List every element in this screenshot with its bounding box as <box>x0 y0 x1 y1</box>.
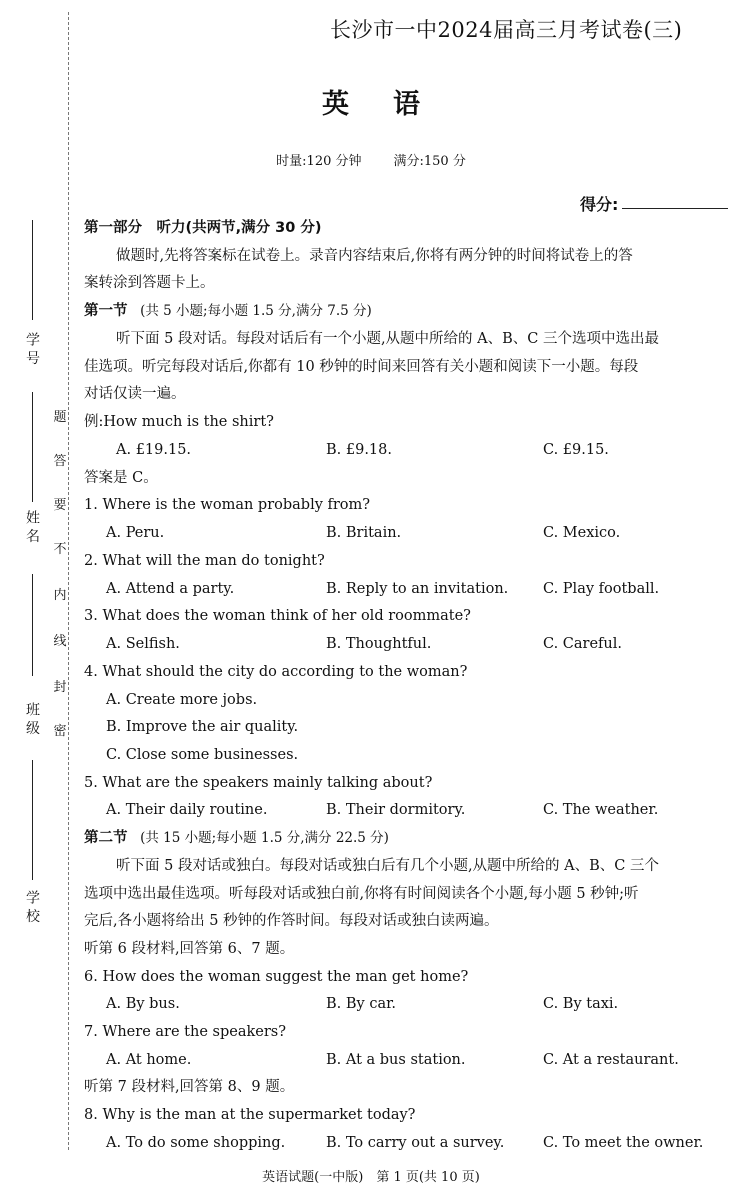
seal-char: 题 <box>53 410 67 425</box>
seal-char: 内 <box>53 588 67 603</box>
example-question: 例:How much is the shirt? <box>84 414 274 430</box>
question-5: 5. What are the speakers mainly talking about? <box>84 775 433 791</box>
score-label: 得分: <box>580 195 619 214</box>
binding-margin <box>0 0 80 1196</box>
q8-option-c[interactable]: C. To meet the owner. <box>543 1135 704 1151</box>
part1-intro-line: 案转涂到答题卡上。 <box>84 275 215 291</box>
section2-title: 第二节 <box>84 830 128 846</box>
seal-char: 要 <box>53 498 67 513</box>
time-limit: 时量:120 分钟 <box>276 154 362 169</box>
section2-header <box>84 828 389 848</box>
section2-intro-line: 选项中选出最佳选项。听每段对话或独白前,你将有时间阅读各个小题,每小题 5 秒钟;听 <box>84 886 639 902</box>
seal-char: 不 <box>53 542 67 557</box>
q7-option-b[interactable]: B. At a bus station. <box>326 1052 466 1068</box>
section1-intro-line: 听下面 5 段对话。每段对话后有一个小题,从题中所给的 A、B、C 三个选项中选出最 <box>116 331 659 347</box>
q5-option-b[interactable]: B. Their dormitory. <box>326 802 466 818</box>
question-1: 1. Where is the woman probably from? <box>84 497 371 513</box>
seal-char: 线 <box>53 634 67 649</box>
section1-intro-line: 佳选项。听完每段对话后,你都有 10 秒钟的时间来回答有关小题和阅读下一小题。每段 <box>84 359 639 375</box>
q2-option-b[interactable]: B. Reply to an invitation. <box>326 581 509 597</box>
seal-warning <box>50 400 70 760</box>
q6-option-a[interactable]: A. By bus. <box>106 996 180 1012</box>
part1-intro-line: 做题时,先将答案标在试卷上。录音内容结束后,你将有两分钟的时间将试卷上的答 <box>116 248 633 264</box>
subject-char: 语 <box>393 89 420 120</box>
q5-option-c[interactable]: C. The weather. <box>543 802 659 818</box>
subject-char: 英 <box>322 89 349 120</box>
section1-header <box>84 301 372 321</box>
question-2: 2. What will the man do tonight? <box>84 553 325 569</box>
example-option-b: B. £9.18. <box>326 442 392 458</box>
q4-option-b[interactable]: B. Improve the air quality. <box>106 719 299 735</box>
q1-option-a[interactable]: A. Peru. <box>106 525 165 541</box>
q5-option-a[interactable]: A. Their daily routine. <box>106 802 268 818</box>
seal-char: 密 <box>53 724 67 739</box>
seal-char: 封 <box>53 680 67 695</box>
section1-title: 第一节 <box>84 303 128 319</box>
full-score: 满分:150 分 <box>393 154 466 169</box>
material-7-instruction: 听第 7 段材料,回答第 8、9 题。 <box>84 1079 295 1095</box>
section2-intro-line: 完后,各小题将给出 5 秒钟的作答时间。每段对话或独白读两遍。 <box>84 913 499 929</box>
student-no-line <box>32 220 33 320</box>
class-line <box>32 574 33 676</box>
q8-option-a[interactable]: A. To do some shopping. <box>106 1135 286 1151</box>
subject-title <box>0 82 742 121</box>
q7-option-c[interactable]: C. At a restaurant. <box>543 1052 679 1068</box>
q8-option-b[interactable]: B. To carry out a survey. <box>326 1135 505 1151</box>
score-blank[interactable] <box>622 208 728 209</box>
q1-option-c[interactable]: C. Mexico. <box>543 525 621 541</box>
page-footer: 英语试题(一中版) 第 1 页(共 10 页) <box>262 1170 480 1185</box>
example-option-c: C. £9.15. <box>543 442 609 458</box>
exam-title: 长沙市一中2024届高三月考试卷(三) <box>330 18 683 42</box>
example-answer: 答案是 C。 <box>84 470 158 486</box>
section1-intro-line: 对话仅读一遍。 <box>84 386 186 402</box>
part1-title: 第一部分 听力(共两节,满分 30 分) <box>84 220 322 236</box>
section1-note: (共 5 小题;每小题 1.5 分,满分 7.5 分) <box>140 303 372 319</box>
question-7: 7. Where are the speakers? <box>84 1024 286 1040</box>
q2-option-c[interactable]: C. Play football. <box>543 581 660 597</box>
q2-option-a[interactable]: A. Attend a party. <box>106 581 235 597</box>
example-option-a: A. £19.15. <box>116 442 192 458</box>
question-3: 3. What does the woman think of her old roommate? <box>84 608 471 624</box>
section2-intro-line: 听下面 5 段对话或独白。每段对话或独白后有几个小题,从题中所给的 A、B、C 三个 <box>116 858 659 874</box>
question-4: 4. What should the city do according to the woman? <box>84 664 468 680</box>
q7-option-a[interactable]: A. At home. <box>106 1052 192 1068</box>
class-label: 班 级 <box>24 702 40 735</box>
exam-info <box>0 150 742 169</box>
school-line <box>32 760 33 880</box>
name-label: 姓 名 <box>24 510 40 543</box>
q3-option-c[interactable]: C. Careful. <box>543 636 622 652</box>
q6-option-b[interactable]: B. By car. <box>326 996 397 1012</box>
q3-option-b[interactable]: B. Thoughtful. <box>326 636 432 652</box>
school-label: 学 校 <box>24 890 40 923</box>
question-6: 6. How does the woman suggest the man get home? <box>84 969 469 985</box>
name-line <box>32 392 33 502</box>
q4-option-c[interactable]: C. Close some businesses. <box>106 747 299 763</box>
q1-option-b[interactable]: B. Britain. <box>326 525 402 541</box>
seal-char: 答 <box>53 454 67 469</box>
section2-note: (共 15 小题;每小题 1.5 分,满分 22.5 分) <box>140 830 389 846</box>
material-6-instruction: 听第 6 段材料,回答第 6、7 题。 <box>84 941 295 957</box>
q6-option-c[interactable]: C. By taxi. <box>543 996 619 1012</box>
student-no-label: 学 号 <box>24 332 40 365</box>
q4-option-a[interactable]: A. Create more jobs. <box>106 692 258 708</box>
question-8: 8. Why is the man at the supermarket today? <box>84 1107 416 1123</box>
q3-option-a[interactable]: A. Selfish. <box>106 636 180 652</box>
